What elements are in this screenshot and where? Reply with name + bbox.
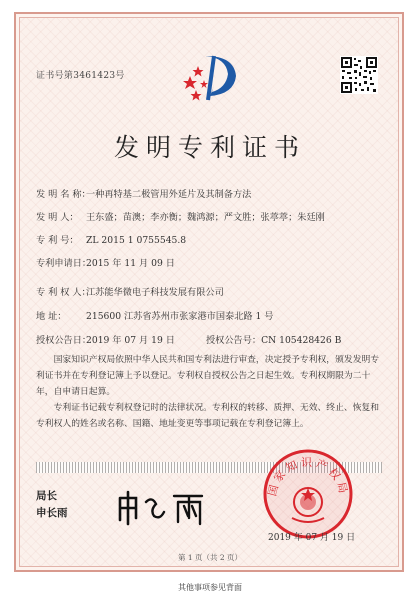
patent-office-emblem-icon [176,50,246,108]
announcement-date: 2019 年 07 月 19 日 [86,335,175,346]
page-indicator: 第 1 页（共 2 页） [177,553,243,562]
field-label: 专 利 号： [36,235,79,246]
field-value: ZL 2015 1 0755545.8 [86,235,187,246]
field-label: 专利申请日： [36,258,92,269]
certificate-legal-note: 专利证书记载专利权登记时的法律状况。专利权的转移、质押、无效、终止、恢复和专利权人的姓名或名称、国籍、地址变更等事项记载在专利登记簿上。 [36,403,380,429]
field-value: 2015 年 11 月 09 日 [86,258,175,269]
announcement-number-label: 授权公告号： [206,335,262,346]
field-application-date [36,255,175,269]
field-label: 发 明 人： [36,212,79,223]
field-invention-name [36,186,251,200]
certificate-statement: 国家知识产权局依照中华人民共和国专利法进行审查，决定授予专利权，颁发发明专利证书并在专利登记簿上予以登记。专利权自授权公告之日起生效。专利权期限为二十年，自申请日起算。 [36,355,380,397]
field-patent-number [36,232,186,246]
field-address [36,308,274,322]
handwritten-signature [112,488,212,528]
field-value: 一种再特基二极管用外延片及其制备方法 [86,189,252,200]
field-value: 王东盛；苗澳；李亦衡；魏鸿源；严文胜；张葶葶；朱廷刚 [86,212,325,223]
official-seal-icon [262,448,354,540]
field-value: 江苏能华微电子科技发展有限公司 [86,287,224,298]
announcement-number: CN 105428426 B [261,335,342,346]
seal-date: 2019 年 07 月 19 日 [268,533,356,543]
signatory-name: 申长雨 [36,507,68,519]
field-announcement [36,332,341,346]
announcement-date-label: 授权公告日： [36,335,92,346]
footer-note: 其他事项参见背面 [178,583,242,592]
field-value: 215600 江苏省苏州市张家港市国泰北路 1 号 [86,311,274,322]
qr-code-icon [340,56,378,94]
signatory-role: 局长 [36,490,57,502]
field-inventors [36,209,325,223]
certificate-title: 发明专利证书 [113,133,306,162]
seal-text: 国家知识产权局 [265,456,351,498]
field-patentee [36,284,224,298]
certificate-number: 证书号第3461423号 [36,71,125,81]
field-label: 地 址： [36,311,67,322]
field-label: 专 利 权 人： [36,287,91,298]
field-label: 发 明 名 称： [36,189,91,200]
